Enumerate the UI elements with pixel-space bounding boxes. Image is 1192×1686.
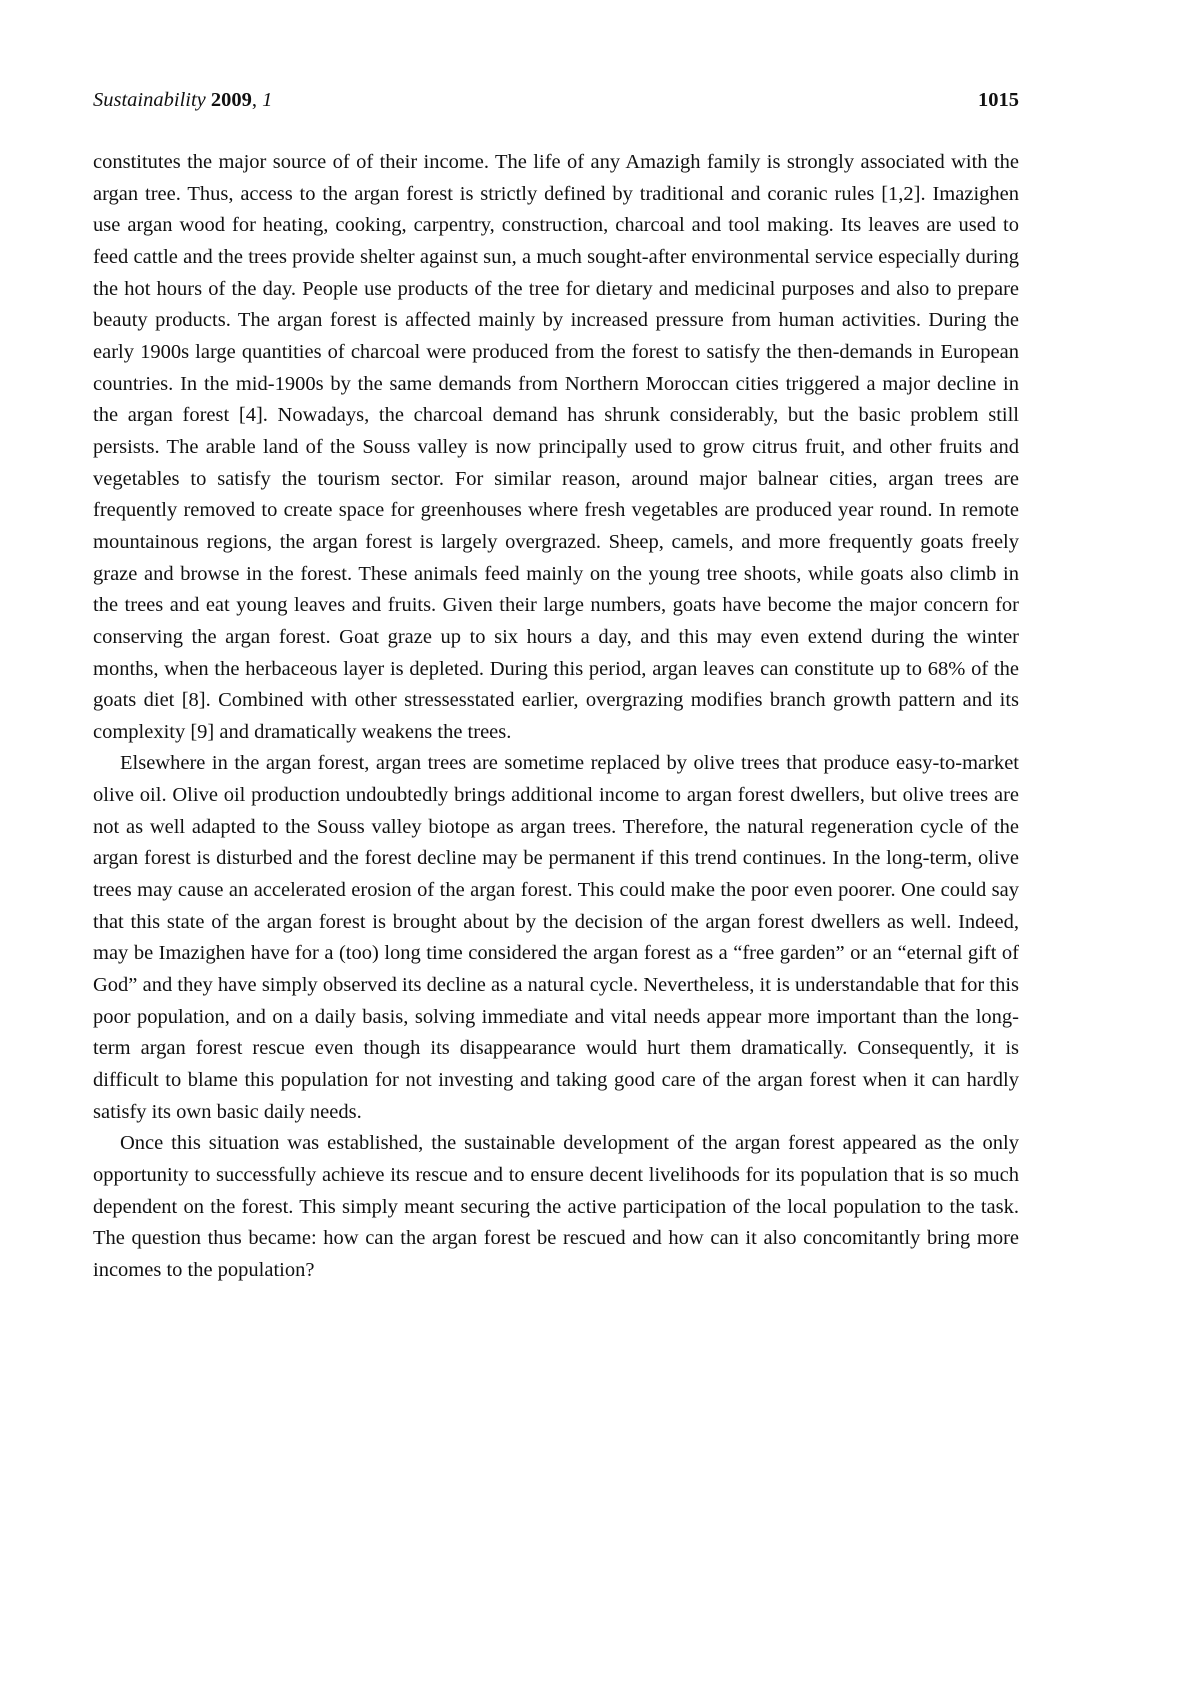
citation-separator: , [251,89,263,111]
body-text [93,147,1019,1287]
journal-year: 2009 [210,89,252,111]
page-number: 1015 [978,89,1019,111]
journal-citation [93,86,272,114]
running-header [93,86,1019,114]
paragraph-2: Elsewhere in the argan forest, argan trees are sometime replaced by olive trees that produce easy-to-market olive oil. Olive oil production undoubtedly brings additional income to argan forest dwellers, but olive trees are not as well adapted to the Souss valley biotope as argan trees. Therefore, the natural regeneration cycle of the argan forest is disturbed and the forest decline may be permanent if this trend continues. In the long-term, olive trees may cause an accelerated erosion of the argan forest. This could make the poor even poorer. One could say that this state of the argan forest is brought about by the decision of the argan forest dwellers as well. Indeed, may be Imazighen have for a (too) long time considered the argan forest as a “free garden” or an “eternal gift of God” and they have simply observed its decline as a natural cycle. Nevertheless, it is understandable that for this poor population, and on a daily basis, solving immediate and vital needs appear more important than the long-term argan forest rescue even though its disappearance would hurt them dramatically. Consequently, it is difficult to blame this population for not investing and taking good care of the argan forest when it can hardly satisfy its own basic daily needs. [93,752,1019,1123]
journal-name: Sustainability [93,89,206,111]
paragraph-1: constitutes the major source of of their income. The life of any Amazigh family is strongly associated with the argan tree. Thus, access to the argan forest is strictly defined by traditional and coranic rules [1,2]. Imazighen use argan wood for heating, cooking, carpentry, construction, charcoal and tool making. Its leaves are used to feed cattle and the trees provide shelter against sun, a much sought-after environmental service especially during the hot hours of the day. People use products of the tree for dietary and medicinal purposes and also to prepare beauty products. The argan forest is affected mainly by increased pressure from human activities. During the early 1900s large quantities of charcoal were produced from the forest to satisfy the then-demands in European countries. In the mid-1900s by the same demands from Northern Moroccan cities triggered a major decline in the argan forest [4]. Nowadays, the charcoal demand has shrunk considerably, but the basic problem still persists. The arable land of the Souss valley is now principally used to grow citrus fruit, and other fruits and vegetables to satisfy the tourism sector. For similar reason, around major balnear cities, argan trees are frequently removed to create space for greenhouses where fresh vegetables are produced year round. In remote mountainous regions, the argan forest is largely overgrazed. Sheep, camels, and more frequently goats freely graze and browse in the forest. These animals feed mainly on the young tree shoots, while goats also climb in the trees and eat young leaves and fruits. Given their large numbers, goats have become the major concern for conserving the argan forest. Goat graze up to six hours a day, and this may even extend during the winter months, when the herbaceous layer is depleted. During this period, argan leaves can constitute up to 68% of the goats diet [8]. Combined with other stressesstated earlier, overgrazing modifies branch growth pattern and its complexity [9] and dramatically weakens the trees. [93,151,1019,743]
paragraph-3: Once this situation was established, the sustainable development of the argan forest appeared as the only opportunity to successfully achieve its rescue and to ensure decent livelihoods for its population that is so much dependent on the forest. This simply meant securing the active participation of the local population to the task. The question thus became: how can the argan forest be rescued and how can it also concomitantly bring more incomes to the population? [93,1132,1019,1281]
journal-volume: 1 [262,89,273,111]
